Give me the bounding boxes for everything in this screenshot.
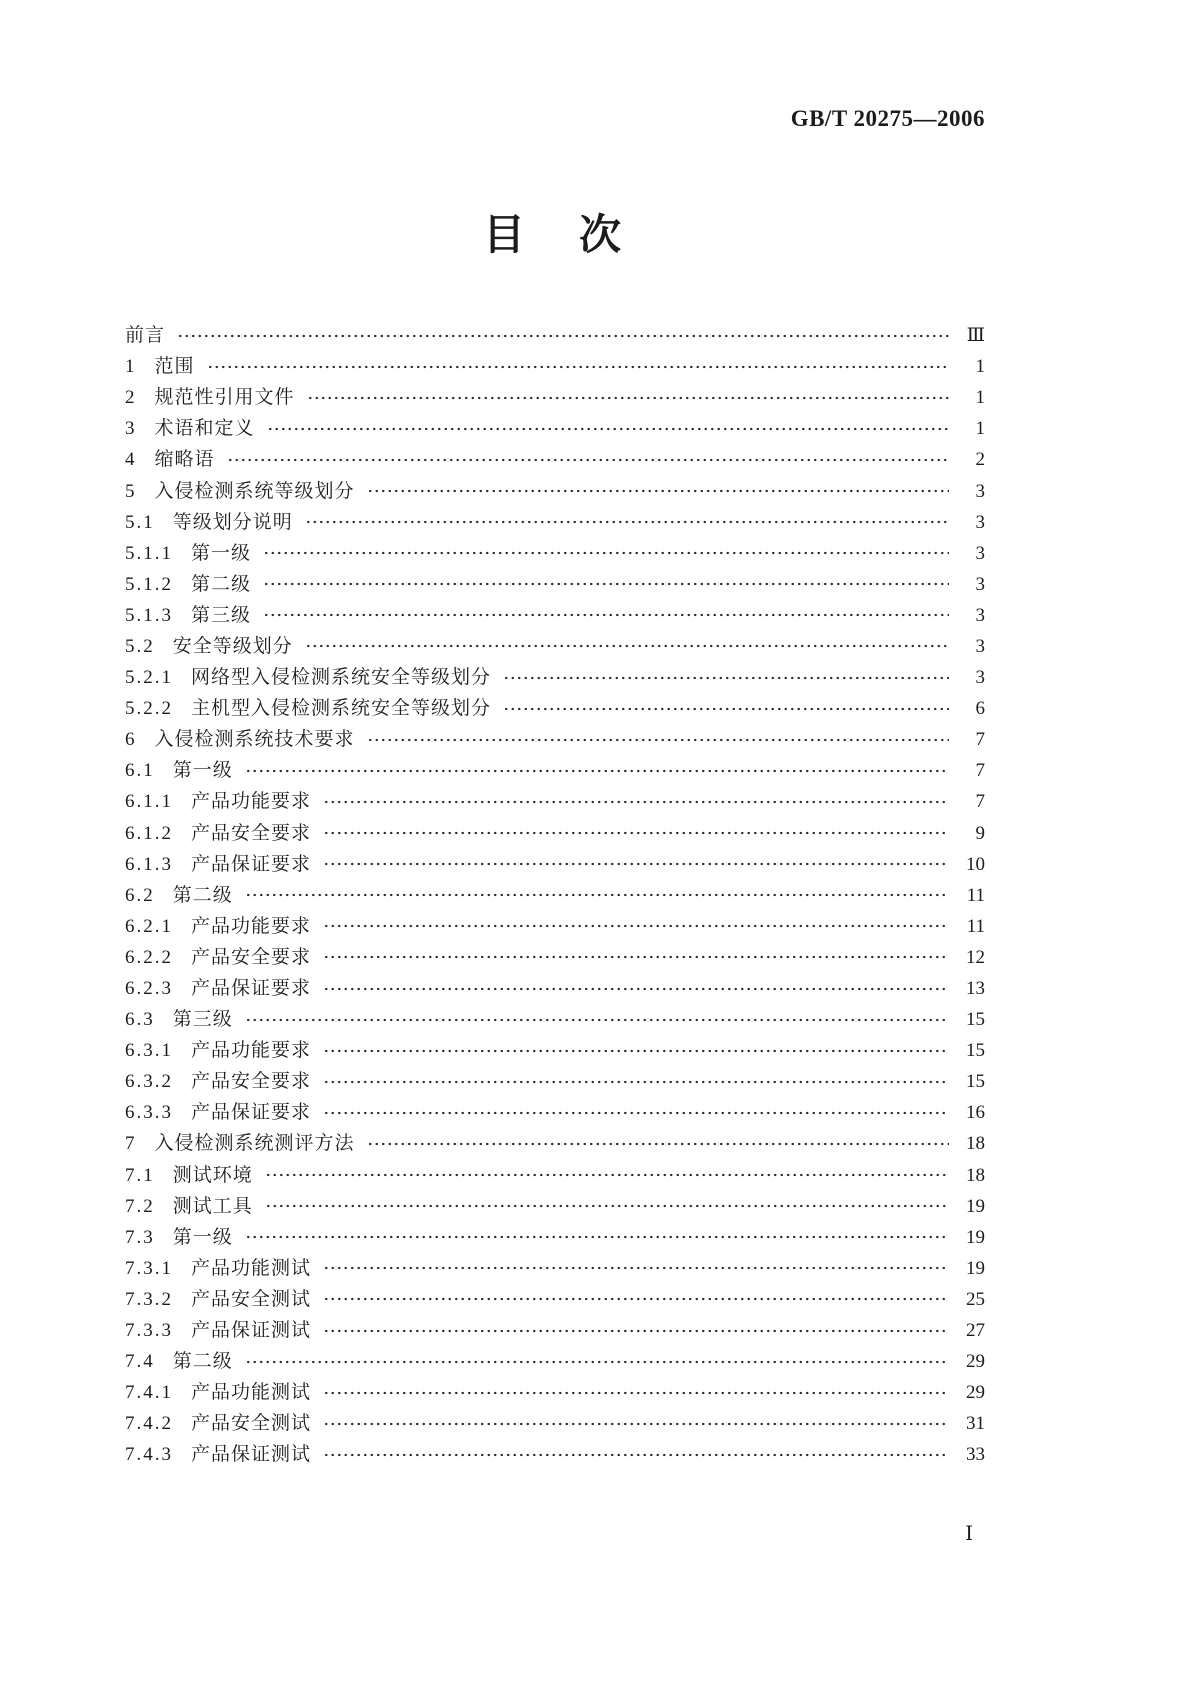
toc-entry-number: 7	[125, 1133, 137, 1155]
toc-entry-number: 5.1.3	[125, 604, 173, 626]
toc-entry-number: 3	[125, 418, 137, 440]
toc-entry-page: 2	[975, 449, 985, 471]
toc-entry-number: 7.2	[125, 1195, 155, 1217]
toc-entry-page: 9	[975, 822, 985, 844]
toc-entry-number: 6.1.2	[125, 822, 173, 844]
toc-entry-number: 2	[125, 387, 137, 409]
toc-entry-title: 网络型入侵检测系统安全等级划分	[191, 667, 492, 689]
toc-entry-title: 第一级	[191, 542, 252, 564]
toc-entry-page: 27	[966, 1320, 985, 1342]
toc-entry-title: 产品安全测试	[191, 1288, 312, 1310]
toc-entry-number: 5.2.2	[125, 698, 173, 720]
toc-entry-page: 29	[966, 1382, 985, 1404]
toc-entry-title: 产品功能测试	[191, 1382, 312, 1404]
dot-leader	[323, 1328, 949, 1334]
toc-entry	[125, 1377, 985, 1408]
dot-leader	[305, 519, 949, 525]
toc-entry-title: 等级划分说明	[172, 511, 293, 533]
toc-entry	[125, 942, 985, 973]
toc-entry-number: 6	[125, 729, 137, 751]
toc-entry-page: 33	[966, 1444, 985, 1466]
toc-entry-number: 6.2	[125, 884, 155, 906]
toc-entry-page: 25	[966, 1288, 985, 1310]
toc-entry-page: 10	[966, 853, 985, 875]
toc-entry-number: 6.3.3	[125, 1102, 173, 1124]
toc-entry-title: 产品安全要求	[191, 1071, 312, 1093]
dot-leader	[267, 426, 949, 432]
toc-entry-number: 5.1	[125, 511, 155, 533]
toc-entry-page: 6	[975, 698, 985, 720]
toc-entry-title: 前言	[125, 325, 166, 347]
dot-leader	[227, 457, 949, 463]
toc-entry-number: 6.2.1	[125, 915, 173, 937]
toc-entry	[125, 880, 985, 911]
toc-entry-number: 7.4.1	[125, 1382, 173, 1404]
toc-entry-page: 12	[966, 946, 985, 968]
toc-entry	[125, 724, 985, 755]
toc-entry	[125, 1191, 985, 1222]
toc-entry-page: 7	[975, 791, 985, 813]
toc-entry-page: 7	[975, 760, 985, 782]
toc-entry	[125, 600, 985, 631]
toc-entry-title: 第二级	[172, 884, 233, 906]
dot-leader	[245, 892, 949, 898]
toc-entry-number: 4	[125, 449, 137, 471]
dot-leader	[367, 1141, 949, 1147]
toc-entry-title: 入侵检测系统技术要求	[154, 729, 355, 751]
toc-entry-title: 产品安全要求	[191, 822, 312, 844]
toc-entry-title: 术语和定义	[154, 418, 255, 440]
dot-leader	[305, 643, 949, 649]
dot-leader	[307, 395, 949, 401]
toc-entry-title: 入侵检测系统测评方法	[154, 1133, 355, 1155]
toc-entry	[125, 1097, 985, 1128]
toc-entry-title: 第一级	[172, 760, 233, 782]
toc-entry	[125, 1160, 985, 1191]
dot-leader	[323, 1296, 949, 1302]
toc-entry-title: 测试工具	[172, 1195, 253, 1217]
footer-page-number: Ⅰ	[965, 1523, 973, 1545]
dot-leader	[265, 1203, 949, 1209]
dot-leader	[323, 1421, 949, 1427]
toc-entry	[125, 475, 985, 506]
toc-entry-number: 7.3	[125, 1226, 155, 1248]
toc-entry	[125, 1284, 985, 1315]
toc-entry-number: 6.2.2	[125, 946, 173, 968]
toc-entry-title: 缩略语	[154, 449, 215, 471]
toc-entry-title: 第二级	[172, 1351, 233, 1373]
toc-entry	[125, 1004, 985, 1035]
dot-leader	[245, 1359, 949, 1365]
dot-leader	[503, 706, 949, 712]
toc-entry-number: 5.1.2	[125, 573, 173, 595]
toc-entry-page: 13	[966, 978, 985, 1000]
toc-entry-page: 15	[966, 1071, 985, 1093]
toc-entry-number: 7.3.1	[125, 1257, 173, 1279]
dot-leader	[323, 861, 949, 867]
table-of-contents	[125, 320, 985, 1470]
dot-leader	[207, 364, 949, 370]
toc-entry	[125, 973, 985, 1004]
toc-entry-title: 产品安全要求	[191, 946, 312, 968]
toc-entry-page: 1	[975, 387, 985, 409]
toc-entry-number: 7.3.3	[125, 1320, 173, 1342]
toc-entry	[125, 1408, 985, 1439]
toc-entry-number: 7.3.2	[125, 1288, 173, 1310]
toc-entry-page: 3	[975, 542, 985, 564]
dot-leader	[323, 954, 949, 960]
toc-entry-number: 7.4.2	[125, 1413, 173, 1435]
toc-entry-page: 3	[975, 635, 985, 657]
toc-entry-number: 1	[125, 356, 137, 378]
toc-entry-title: 第一级	[172, 1226, 233, 1248]
toc-entry-page: 18	[966, 1164, 985, 1186]
dot-leader	[503, 675, 949, 681]
toc-entry-page: 7	[975, 729, 985, 751]
dot-leader	[367, 488, 949, 494]
toc-entry-number: 6.2.3	[125, 978, 173, 1000]
toc-entry-page: 1	[975, 418, 985, 440]
toc-entry-page: 16	[966, 1102, 985, 1124]
dot-leader	[323, 830, 949, 836]
toc-entry	[125, 1253, 985, 1284]
toc-entry-page: 15	[966, 1009, 985, 1031]
toc-entry-title: 产品功能要求	[191, 791, 312, 813]
toc-entry-title: 第三级	[191, 604, 252, 626]
toc-entry	[125, 631, 985, 662]
dot-leader	[323, 1079, 949, 1085]
toc-entry-page: 19	[966, 1195, 985, 1217]
toc-entry-number: 7.1	[125, 1164, 155, 1186]
toc-entry-number: 7.4	[125, 1351, 155, 1373]
dot-leader	[263, 581, 949, 587]
toc-entry-title: 第二级	[191, 573, 252, 595]
toc-entry-page: 3	[975, 667, 985, 689]
toc-entry-page: 11	[966, 915, 985, 937]
toc-entry	[125, 1346, 985, 1377]
toc-entry-title: 测试环境	[172, 1164, 253, 1186]
toc-entry-page: 3	[975, 511, 985, 533]
dot-leader	[323, 1048, 949, 1054]
toc-entry-number: 5	[125, 480, 137, 502]
toc-entry-page: 18	[966, 1133, 985, 1155]
dot-leader	[245, 1017, 949, 1023]
toc-entry	[125, 1315, 985, 1346]
toc-entry-number: 6.1	[125, 760, 155, 782]
toc-entry-page: 19	[966, 1257, 985, 1279]
dot-leader	[265, 1172, 949, 1178]
toc-entry-page: 11	[966, 884, 985, 906]
toc-entry-number: 7.4.3	[125, 1444, 173, 1466]
toc-entry-title: 产品功能要求	[191, 915, 312, 937]
dot-leader	[263, 612, 949, 618]
toc-entry-title: 产品保证测试	[191, 1320, 312, 1342]
toc-entry	[125, 911, 985, 942]
toc-entry-title: 产品功能测试	[191, 1257, 312, 1279]
toc-entry-page: Ⅲ	[966, 325, 985, 347]
toc-entry	[125, 569, 985, 600]
toc-entry-page: 3	[975, 604, 985, 626]
toc-entry-title: 主机型入侵检测系统安全等级划分	[191, 698, 492, 720]
page-content	[125, 0, 985, 1470]
toc-entry-title: 范围	[154, 356, 195, 378]
toc-entry-title: 产品保证要求	[191, 978, 312, 1000]
toc-entry-number: 6.3.2	[125, 1071, 173, 1093]
toc-entry-title: 产品安全测试	[191, 1413, 312, 1435]
toc-entry	[125, 755, 985, 786]
dot-leader	[177, 333, 949, 339]
dot-leader	[323, 799, 949, 805]
toc-entry	[125, 351, 985, 382]
toc-entry-number: 5.1.1	[125, 542, 173, 564]
toc-entry	[125, 413, 985, 444]
toc-entry-number: 5.2	[125, 635, 155, 657]
toc-entry-title: 入侵检测系统等级划分	[154, 480, 355, 502]
toc-entry-page: 29	[966, 1351, 985, 1373]
toc-entry	[125, 382, 985, 413]
toc-entry	[125, 1035, 985, 1066]
dot-leader	[245, 768, 949, 774]
dot-leader	[263, 550, 949, 556]
dot-leader	[323, 1265, 949, 1271]
toc-entry-title: 产品保证要求	[191, 853, 312, 875]
standard-number: GB/T 20275—2006	[790, 106, 985, 131]
toc-entry	[125, 786, 985, 817]
toc-entry-page: 19	[966, 1226, 985, 1248]
toc-entry	[125, 1222, 985, 1253]
dot-leader	[323, 1452, 949, 1458]
toc-entry	[125, 1066, 985, 1097]
toc-entry-page: 3	[975, 573, 985, 595]
toc-entry	[125, 538, 985, 569]
toc-entry-page: 15	[966, 1040, 985, 1062]
dot-leader	[323, 1110, 949, 1116]
dot-leader	[245, 1234, 949, 1240]
toc-entry-number: 6.1.1	[125, 791, 173, 813]
toc-entry	[125, 849, 985, 880]
toc-entry	[125, 1439, 985, 1470]
toc-entry-title: 第三级	[172, 1009, 233, 1031]
dot-leader	[367, 737, 949, 743]
toc-entry	[125, 818, 985, 849]
toc-entry	[125, 662, 985, 693]
toc-entry-title: 产品保证测试	[191, 1444, 312, 1466]
toc-entry-title: 产品保证要求	[191, 1102, 312, 1124]
dot-leader	[323, 923, 949, 929]
toc-entry	[125, 1128, 985, 1159]
toc-entry	[125, 507, 985, 538]
toc-entry-page: 31	[966, 1413, 985, 1435]
toc-entry-number: 5.2.1	[125, 667, 173, 689]
toc-entry-title: 产品功能要求	[191, 1040, 312, 1062]
toc-entry-page: 1	[975, 356, 985, 378]
toc-entry	[125, 320, 985, 351]
dot-leader	[323, 1390, 949, 1396]
toc-entry-title: 规范性引用文件	[154, 387, 295, 409]
toc-entry	[125, 444, 985, 475]
toc-entry	[125, 693, 985, 724]
page-title: 目 次	[482, 213, 627, 259]
toc-entry-title: 安全等级划分	[172, 635, 293, 657]
toc-entry-number: 6.3.1	[125, 1040, 173, 1062]
toc-entry-number: 6.3	[125, 1009, 155, 1031]
toc-entry-page: 3	[975, 480, 985, 502]
toc-entry-number: 6.1.3	[125, 853, 173, 875]
dot-leader	[323, 986, 949, 992]
